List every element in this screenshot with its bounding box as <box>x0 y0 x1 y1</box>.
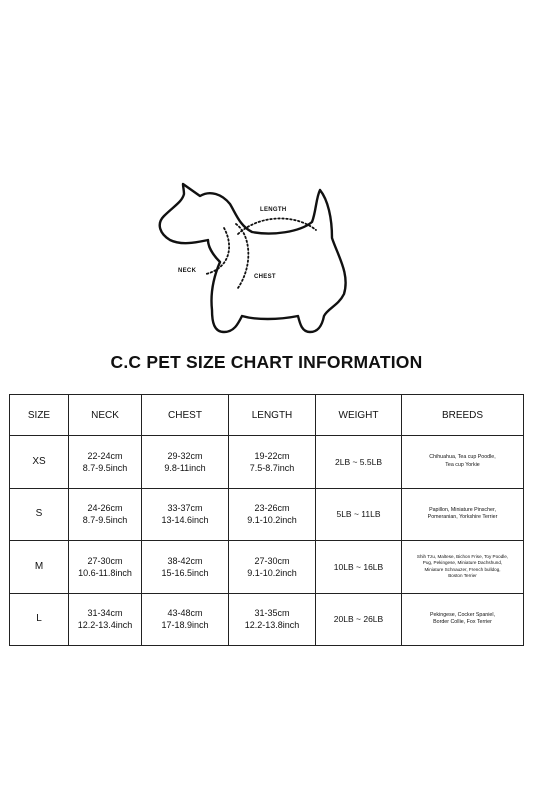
breeds-cell <box>402 488 524 541</box>
length-inch: 7.5-8.7inch <box>249 462 295 473</box>
neck-label: NECK <box>178 268 197 274</box>
neck-cm: 24-26cm <box>87 503 123 514</box>
chest-cell <box>142 488 229 541</box>
header-neck: NECK <box>69 395 142 436</box>
neck-cm: 22-24cm <box>87 450 123 461</box>
breeds-cell <box>402 593 524 646</box>
length-cell <box>229 541 316 594</box>
chest-label: CHEST <box>254 274 276 280</box>
page-title: C.C PET SIZE CHART INFORMATION <box>110 352 423 372</box>
size-cell: L <box>10 593 69 646</box>
length-label: LENGTH <box>260 207 287 213</box>
neck-inch: 10.6-11.8inch <box>78 567 132 578</box>
breeds-line: Pekingese, Cocker Spaniel, <box>429 611 496 618</box>
chest-inch: 15-16.5inch <box>161 567 209 578</box>
breeds-line: Miniature Schnauzer, French bulldog, <box>424 566 501 572</box>
length-cm: 19-22cm <box>254 450 290 461</box>
length-inch: 9.1-10.2inch <box>247 567 297 578</box>
length-cm: 23-26cm <box>254 503 290 514</box>
dog-measurement-diagram <box>150 170 360 340</box>
length-inch: 12.2-13.8inch <box>244 620 300 631</box>
neck-cell <box>69 436 142 489</box>
table-row <box>10 593 524 646</box>
length-cell <box>229 488 316 541</box>
table-row <box>10 541 524 594</box>
size-cell: S <box>10 488 69 541</box>
weight-cell: 20LB ~ 26LB <box>316 593 402 646</box>
weight-cell: 10LB ~ 16LB <box>316 541 402 594</box>
chest-cell <box>142 436 229 489</box>
chest-inch: 9.8-11inch <box>164 462 206 473</box>
neck-inch: 8.7-9.5inch <box>82 515 128 526</box>
header-length: LENGTH <box>229 395 316 436</box>
neck-inch: 12.2-13.4inch <box>77 620 133 631</box>
chest-cm: 33-37cm <box>167 503 203 514</box>
chest-cm: 29-32cm <box>167 450 203 461</box>
dog-silhouette <box>160 184 346 332</box>
weight-cell: 2LB ~ 5.5LB <box>316 436 402 489</box>
length-inch: 9.1-10.2inch <box>247 515 297 526</box>
size-cell: M <box>10 541 69 594</box>
header-breeds: BREEDS <box>402 395 524 436</box>
neck-cm: 31-34cm <box>87 608 123 619</box>
table-row <box>10 436 524 489</box>
header-weight: WEIGHT <box>316 395 402 436</box>
length-cell <box>229 593 316 646</box>
neck-cell <box>69 593 142 646</box>
header-size: SIZE <box>10 395 69 436</box>
chest-cm: 43-48cm <box>167 608 203 619</box>
breeds-line: Pug, Pekingese, Miniature Dachshund, <box>422 560 503 566</box>
length-cm: 27-30cm <box>254 555 290 566</box>
neck-cell <box>69 488 142 541</box>
size-cell: XS <box>10 436 69 489</box>
chest-inch: 13-14.6inch <box>161 515 209 526</box>
length-cell <box>229 436 316 489</box>
breeds-line: Papillon, Miniature Pinscher, <box>429 506 496 513</box>
breeds-line: Pomeranian, Yorkshire Terrier <box>427 514 498 521</box>
breeds-cell <box>402 436 524 489</box>
table-row <box>10 488 524 541</box>
breeds-line: Chihuahua, Tea cup Poodle, <box>429 454 496 461</box>
breeds-line: Boston Terrier <box>448 573 477 579</box>
neck-cell <box>69 541 142 594</box>
chest-cell <box>142 593 229 646</box>
neck-cm: 27-30cm <box>87 555 123 566</box>
table-header-row <box>10 395 524 436</box>
breeds-line: Shih Tzu, Maltese, Bichon Frise, Toy Poodle, <box>416 553 509 559</box>
weight-cell: 5LB ~ 11LB <box>316 488 402 541</box>
breeds-cell <box>402 541 524 594</box>
chest-inch: 17-18.9inch <box>161 620 209 631</box>
chest-cm: 38-42cm <box>167 555 203 566</box>
size-chart-table <box>9 394 524 646</box>
header-chest: CHEST <box>142 395 229 436</box>
neck-inch: 8.7-9.5inch <box>82 462 128 473</box>
dog-outline-illustration <box>150 170 360 340</box>
breeds-line: Tea cup Yorkie <box>445 461 480 468</box>
breeds-line: Border Collie, Fox Terrier <box>433 619 492 626</box>
length-cm: 31-35cm <box>254 608 290 619</box>
chest-cell <box>142 541 229 594</box>
